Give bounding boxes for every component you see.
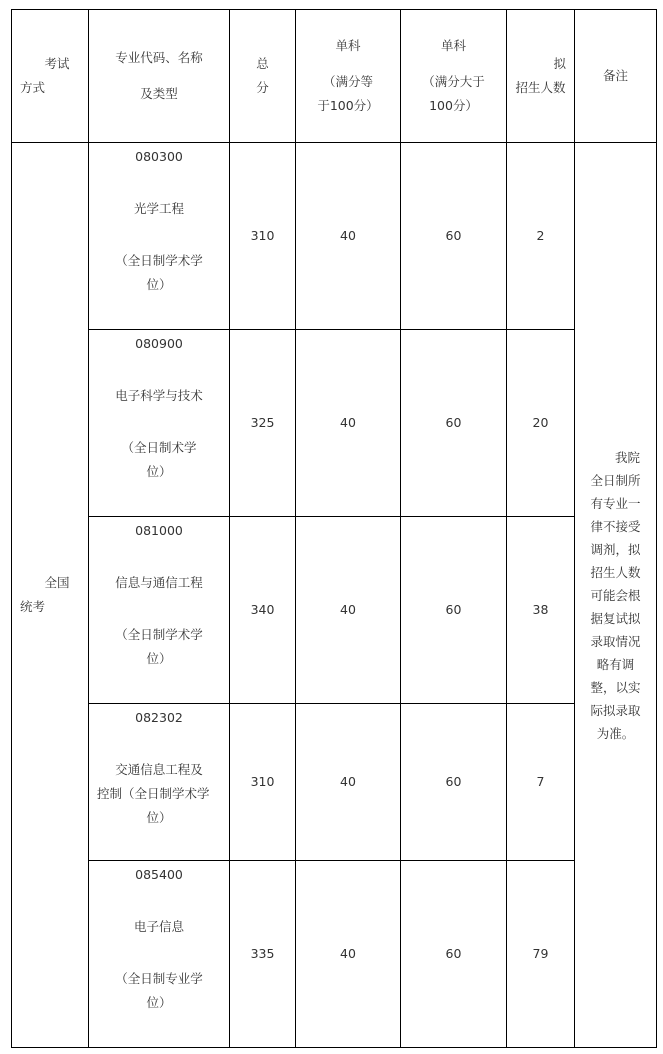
admission-score-table	[11, 9, 657, 1048]
major-type-line-1: 控制（全日制学术学	[97, 786, 210, 801]
header-exam-method-line-1: 考试	[44, 56, 70, 71]
table-row	[12, 330, 657, 517]
header-row	[12, 10, 657, 143]
header-single-b-line-3: 100分）	[429, 98, 478, 113]
exam-method-line-1: 全国	[44, 575, 70, 590]
major-cell	[89, 861, 230, 1048]
note-line: 录取情况	[590, 633, 641, 649]
plan-cell: 38	[507, 517, 575, 704]
note-cell	[575, 143, 657, 1048]
note-line: 有专业一	[590, 495, 641, 511]
note-line: 据复试拟	[590, 610, 641, 626]
header-single-a-line-2: （满分等	[322, 74, 373, 89]
total-cell: 340	[230, 517, 296, 704]
plan-cell: 79	[507, 861, 575, 1048]
header-single-a	[296, 10, 401, 143]
header-major-line-1: 专业代码、名称	[115, 50, 203, 65]
major-type-line-1: （全日制专业学	[115, 971, 203, 986]
plan-cell: 20	[507, 330, 575, 517]
table-row	[12, 143, 657, 330]
major-type-line-2: 位）	[146, 995, 172, 1010]
plan-cell: 2	[507, 143, 575, 330]
note-line: 际拟录取	[590, 702, 641, 718]
major-type-line-1: （全日制学术学	[115, 253, 203, 268]
major-cell	[89, 704, 230, 861]
header-exam-method-line-2: 方式	[20, 80, 46, 95]
note-line: 整，以实	[590, 679, 641, 695]
note-text	[583, 446, 648, 745]
major-type-line-2: 位）	[146, 810, 172, 825]
major-name: 光学工程	[133, 201, 184, 216]
major-cell	[89, 517, 230, 704]
header-plan	[507, 10, 575, 143]
exam-method-line-2: 统考	[20, 599, 46, 614]
exam-method-cell	[12, 143, 89, 1048]
header-single-b-line-1: 单科	[440, 38, 466, 53]
major-type-line-1: （全日制学术学	[115, 627, 203, 642]
major-name: 电子信息	[133, 919, 184, 934]
total-cell: 310	[230, 704, 296, 861]
note-line: 招生人数	[590, 564, 641, 580]
major-code: 080300	[135, 149, 183, 164]
header-single-a-line-3: 于100分）	[317, 98, 379, 113]
major-type-line-2: 位）	[146, 277, 172, 292]
header-plan-line-2: 招生人数	[515, 80, 566, 95]
single-b-cell: 60	[401, 517, 507, 704]
major-type-line-2: 位）	[146, 464, 172, 479]
header-plan-line-1: 拟	[553, 56, 566, 71]
major-type-line-1: （全日制术学	[121, 440, 197, 455]
major-name: 信息与通信工程	[115, 575, 203, 590]
header-major-line-2: 及类型	[140, 86, 178, 101]
single-a-cell: 40	[296, 861, 401, 1048]
single-b-cell: 60	[401, 330, 507, 517]
major-name: 电子科学与技术	[115, 388, 203, 403]
major-cell	[89, 330, 230, 517]
note-line: 可能会根	[590, 587, 641, 603]
total-cell: 310	[230, 143, 296, 330]
single-b-cell: 60	[401, 704, 507, 861]
header-total	[230, 10, 296, 143]
header-single-b	[401, 10, 507, 143]
table-row	[12, 704, 657, 861]
note-line: 为准。	[596, 725, 635, 741]
single-b-cell: 60	[401, 861, 507, 1048]
single-a-cell: 40	[296, 143, 401, 330]
note-line: 全日制所	[590, 472, 641, 488]
major-type-line-2: 位）	[146, 651, 172, 666]
major-code: 082302	[135, 710, 183, 725]
major-code: 081000	[135, 523, 183, 538]
single-b-cell: 60	[401, 143, 507, 330]
header-single-b-line-2: （满分大于	[422, 74, 485, 89]
single-a-cell: 40	[296, 704, 401, 861]
note-line: 略有调	[596, 656, 635, 672]
note-line: 调剂，拟	[590, 541, 641, 557]
note-line: 律不接受	[590, 518, 641, 534]
major-code: 085400	[135, 867, 183, 882]
header-total-line-1: 总	[256, 56, 269, 71]
total-cell: 325	[230, 330, 296, 517]
note-line: 我院	[614, 449, 640, 465]
total-cell: 335	[230, 861, 296, 1048]
major-cell	[89, 143, 230, 330]
plan-cell: 7	[507, 704, 575, 861]
header-major	[89, 10, 230, 143]
table-row	[12, 517, 657, 704]
major-code: 080900	[135, 336, 183, 351]
header-total-line-2: 分	[256, 80, 269, 95]
header-single-a-line-1: 单科	[335, 38, 361, 53]
header-note	[575, 10, 657, 143]
major-name: 交通信息工程及	[115, 762, 203, 777]
table-row	[12, 861, 657, 1048]
header-note-text: 备注	[602, 68, 628, 83]
header-exam-method	[12, 10, 89, 143]
single-a-cell: 40	[296, 517, 401, 704]
single-a-cell: 40	[296, 330, 401, 517]
